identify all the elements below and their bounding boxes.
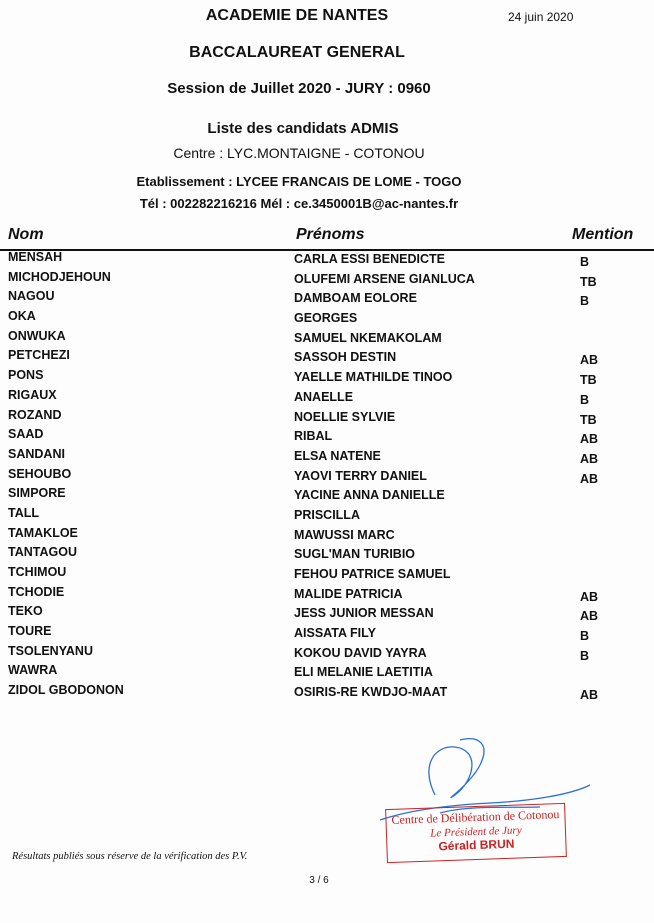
table-row: [0, 329, 654, 349]
page-number: 3 / 6: [309, 875, 329, 886]
table-row: [0, 289, 654, 309]
session-line: Session de Juillet 2020 - JURY : 0960: [167, 80, 431, 97]
cell-nom: MICHODJEHOUN: [8, 269, 111, 284]
cell-nom: TSOLENYANU: [8, 643, 93, 658]
column-header-prenoms: Prénoms: [296, 226, 365, 243]
cell-nom: SIMPORE: [8, 486, 66, 501]
cell-nom: OKA: [8, 309, 36, 324]
cell-nom: TCHODIE: [8, 584, 65, 599]
cell-mention: AB: [580, 589, 599, 604]
cell-prenoms: ELI MELANIE LAETITIA: [294, 665, 433, 680]
table-row: [0, 467, 654, 487]
contact-line: Tél : 002282216216 Mél : ce.3450001B@ac-nantes.fr: [139, 196, 459, 211]
cell-mention: B: [580, 255, 590, 269]
cell-nom: TAMAKLOE: [8, 525, 78, 540]
cell-prenoms: YAOVI TERRY DANIEL: [294, 468, 427, 483]
cell-prenoms: YAELLE MATHILDE TINOO: [294, 370, 453, 385]
cell-prenoms: KOKOU DAVID YAYRA: [294, 645, 427, 660]
cell-prenoms: DAMBOAM EOLORE: [294, 291, 417, 306]
cell-mention: TB: [580, 373, 597, 388]
cell-prenoms: ELSA NATENE: [294, 448, 381, 463]
list-title: Liste des candidats ADMIS: [207, 120, 399, 137]
cell-prenoms: GEORGES: [294, 311, 358, 326]
table-row: [0, 309, 654, 329]
table-row: [0, 447, 654, 467]
table-row: [0, 427, 654, 447]
exam-title: BACCALAUREAT GENERAL: [189, 44, 405, 61]
cell-prenoms: NOELLIE SYLVIE: [294, 409, 396, 424]
table-row: [0, 408, 654, 428]
cell-prenoms: MALIDE PATRICIA: [294, 586, 403, 601]
table-row: [0, 604, 654, 624]
cell-nom: SAAD: [8, 427, 44, 442]
candidates-table: [0, 250, 654, 703]
cell-nom: TALL: [8, 505, 40, 520]
cell-nom: NAGOU: [8, 289, 55, 304]
jury-stamp: [385, 803, 567, 863]
table-row: [0, 348, 654, 368]
table-row: [0, 624, 654, 644]
cell-mention: AB: [580, 432, 599, 447]
cell-nom: TCHIMOU: [8, 565, 67, 579]
table-row: [0, 368, 654, 388]
table-row: [0, 526, 654, 546]
table-row: [0, 545, 654, 565]
cell-mention: B: [580, 392, 590, 407]
cell-prenoms: OSIRIS-RE KWDJO-MAAT: [294, 685, 448, 700]
cell-nom: TANTAGOU: [8, 545, 77, 560]
cell-prenoms: JESS JUNIOR MESSAN: [294, 606, 434, 621]
cell-prenoms: MAWUSSI MARC: [294, 527, 395, 542]
column-header-nom: Nom: [8, 226, 44, 243]
table-row: [0, 585, 654, 605]
cell-nom: TOURE: [8, 624, 52, 639]
cell-mention: B: [580, 648, 590, 663]
cell-prenoms: AISSATA FILY: [294, 626, 376, 641]
table-row: [0, 506, 654, 526]
stamp-line-name: Gérald BRUN: [438, 836, 515, 854]
cell-prenoms: PRISCILLA: [294, 507, 360, 522]
cell-nom: RIGAUX: [8, 387, 57, 402]
cell-mention: AB: [580, 609, 599, 624]
cell-prenoms: ANAELLE: [294, 389, 354, 404]
cell-mention: TB: [580, 412, 597, 427]
cell-prenoms: SUGL'MAN TURIBIO: [294, 547, 416, 562]
cell-mention: AB: [580, 451, 599, 466]
table-row: [0, 663, 654, 683]
cell-nom: TEKO: [8, 604, 43, 619]
cell-prenoms: FEHOU PATRICE SAMUEL: [294, 567, 451, 581]
stamp-line-centre: Centre de Délibération de Cotonou: [391, 807, 560, 827]
cell-prenoms: RIBAL: [294, 429, 333, 444]
stamp-line-president: Le Président de Jury: [430, 824, 522, 840]
cell-mention: TB: [580, 274, 597, 289]
cell-mention: B: [580, 294, 590, 309]
centre-line: Centre : LYC.MONTAIGNE - COTONOU: [173, 145, 425, 161]
cell-mention: AB: [580, 353, 599, 368]
cell-nom: SANDANI: [8, 446, 65, 461]
cell-nom: SEHOUBO: [8, 466, 72, 481]
cell-nom: ZIDOL GBODONON: [8, 683, 124, 698]
cell-prenoms: SASSOH DESTIN: [294, 350, 397, 365]
table-row: [0, 250, 654, 270]
cell-mention: AB: [580, 688, 599, 703]
table-row: [0, 388, 654, 408]
cell-nom: ONWUKA: [8, 328, 66, 343]
cell-nom: ROZAND: [8, 407, 62, 422]
document-date: 24 juin 2020: [508, 10, 574, 24]
cell-nom: PETCHEZI: [8, 348, 70, 363]
cell-mention: B: [580, 629, 590, 644]
cell-mention: AB: [580, 471, 599, 486]
cell-nom: WAWRA: [8, 663, 58, 678]
table-row: [0, 486, 654, 506]
cell-nom: MENSAH: [8, 250, 63, 264]
cell-prenoms: OLUFEMI ARSENE GIANLUCA: [294, 271, 475, 286]
cell-prenoms: SAMUEL NKEMAKOLAM: [294, 330, 442, 345]
table-row: [0, 683, 654, 703]
footer-note: Résultats publiés sous réserve de la vérification des P.V.: [12, 851, 248, 862]
academie-title: ACADEMIE DE NANTES: [205, 7, 389, 24]
cell-prenoms: YACINE ANNA DANIELLE: [294, 488, 445, 503]
etablissement-line: Etablissement : LYCEE FRANCAIS DE LOME - TOGO: [136, 174, 462, 189]
table-header: [0, 223, 654, 251]
cell-prenoms: CARLA ESSI BENEDICTE: [294, 252, 445, 266]
column-header-mention: Mention: [572, 226, 634, 243]
table-row: [0, 644, 654, 664]
table-row: [0, 270, 654, 290]
table-row: [0, 565, 654, 585]
cell-nom: PONS: [8, 368, 44, 383]
